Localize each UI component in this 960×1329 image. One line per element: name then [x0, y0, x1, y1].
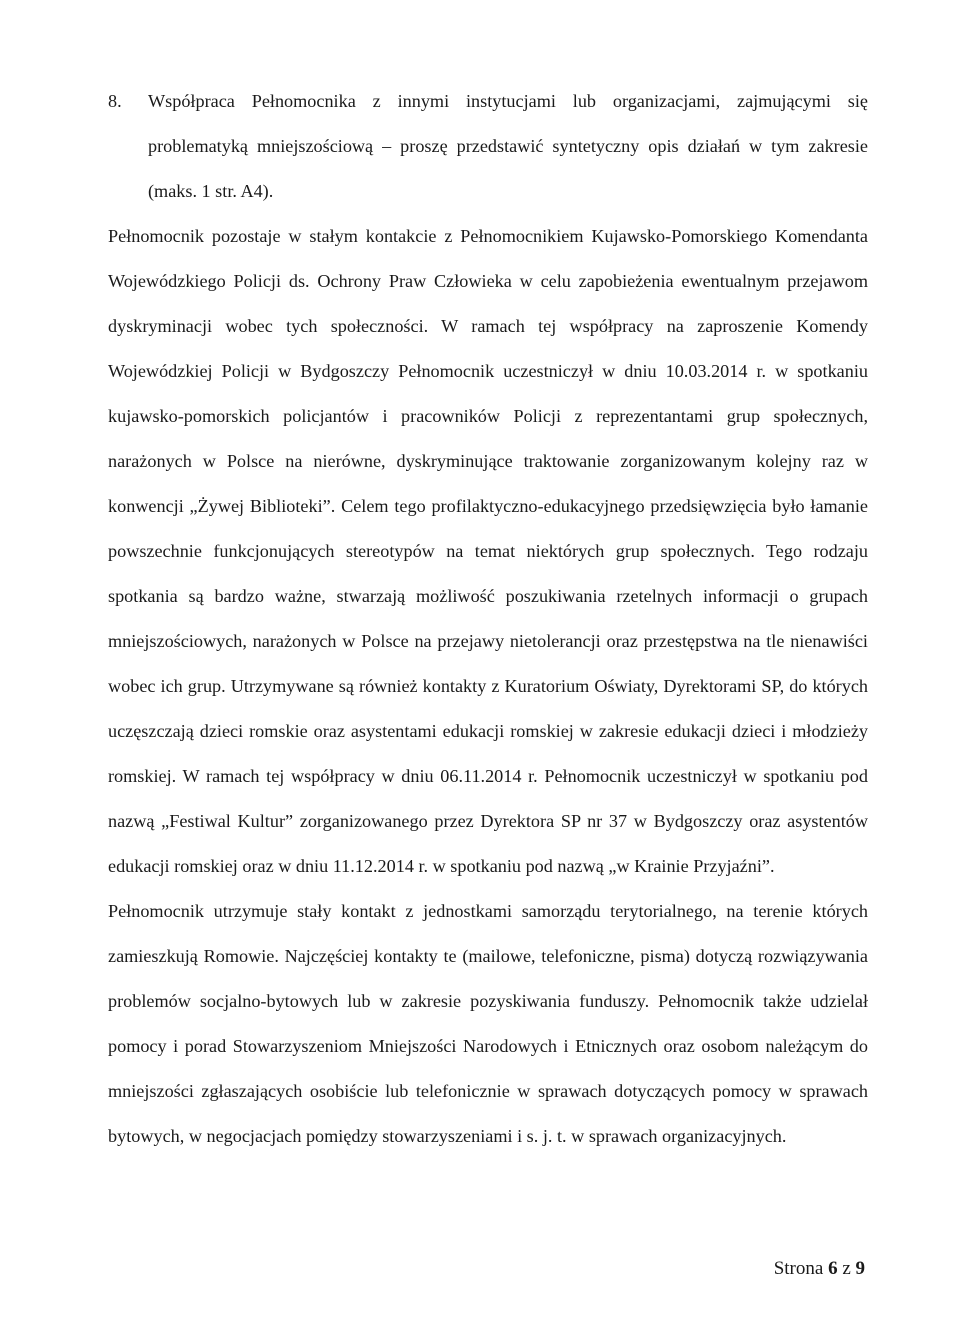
body-paragraph-2: Pełnomocnik utrzymuje stały kontakt z jednostkami samorządu terytorialnego, na terenie których zamieszkują Romowie. Najczęściej kontakty te (mailowe, telefoniczne, pisma) dotyczą rozwiązywania problemów socjalno-bytowych lub w zakresie pozyskiwania funduszy. Pełnomocnik także udzielał pomocy i porad Stowarzyszeniom Mniejszości Narodowych i Etnicznych oraz osobom należącym do mniejszości zgłaszających osobiście lub telefonicznie w sprawach dotyczących pomocy w sprawach bytowych, w negocjacjach pomiędzy stowarzyszeniami i s. j. t. w sprawach organizacyjnych.	[108, 901, 868, 1146]
page-content	[108, 79, 868, 1159]
section-number: 8.	[108, 91, 122, 111]
page-separator: z	[842, 1258, 851, 1279]
page-label: Strona	[773, 1258, 824, 1279]
section-heading-text: Współpraca Pełnomocnika z innymi instytucjami lub organizacjami, zajmującymi się problematyką mniejszościową – proszę przedstawić syntetyczny opis działań w tym zakresie (maks. 1 str. A4).	[148, 91, 868, 201]
page-number-footer	[774, 1258, 865, 1280]
page-current: 6	[828, 1258, 838, 1279]
section-heading	[108, 79, 868, 214]
page-total: 9	[855, 1258, 865, 1279]
body-paragraph-1: Pełnomocnik pozostaje w stałym kontakcie z Pełnomocnikiem Kujawsko-Pomorskiego Komendanta Wojewódzkiego Policji ds. Ochrony Praw Człowieka w celu zapobieżenia ewentualnym przejawom dyskryminacji wobec tych społeczności. W ramach tej współpracy na zaproszenie Komendy Wojewódzkiej Policji w Bydgoszczy Pełnomocnik uczestniczył w dniu 10.03.2014 r. w spotkaniu kujawsko-pomorskich policjantów i pracowników Policji z reprezentantami grup społecznych, narażonych w Polsce na nierówne, dyskryminujące traktowanie zorganizowanym kolejny raz w konwencji „Żywej Biblioteki”. Celem tego profilaktyczno-edukacyjnego przedsięwzięcia było łamanie powszechnie funkcjonujących stereotypów na temat niektórych grup społecznych. Tego rodzaju spotkania są bardzo ważne, stwarzają możliwość poszukiwania rzetelnych informacji o grupach mniejszościowych, narażonych w Polsce na przejawy nietolerancji oraz przestępstwa na tle nienawiści wobec ich grup. Utrzymywane są również kontakty z Kuratorium Oświaty, Dyrektorami SP, do których uczęszczają dzieci romskie oraz asystentami edukacji romskiej w zakresie edukacji dzieci i młodzieży romskiej. W ramach tej współpracy w dniu 06.11.2014 r. Pełnomocnik uczestniczył w spotkaniu pod nazwą „Festiwal Kultur” zorganizowanego przez Dyrektora SP nr 37 w Bydgoszczy oraz asystentów edukacji romskiej oraz w dniu 11.12.2014 r. w spotkaniu pod nazwą „w Krainie Przyjaźni”.	[108, 226, 868, 876]
